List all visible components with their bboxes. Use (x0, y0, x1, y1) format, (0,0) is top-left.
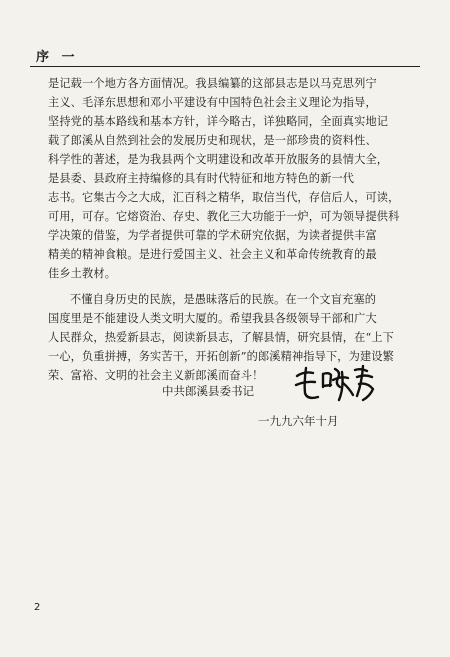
page-number: 2 (34, 602, 41, 613)
paragraph2-line: 荣、富裕、文明的社会主义新郎溪而奋斗！ (48, 369, 264, 382)
handwritten-signature (293, 362, 377, 412)
paragraph1-line: 科学性的著述，是为我县两个文明建设和改革开放服务的县情大全， (48, 153, 389, 166)
paragraph1-line: 可用，可存。它熔资治、存史、教化三大功能于一炉，可为领导提供科 (48, 210, 400, 223)
signature-date: 一九九六年十月 (258, 414, 339, 428)
paragraph1-line: 学决策的借鉴，为学者提供可靠的学术研究依据，为读者提供丰富 (48, 229, 377, 242)
paragraph2-line: 国度里是不能建设人类文明大厦的。希望我县各级领导干部和广大 (48, 312, 377, 325)
paragraph2-line: 一心，负重拼搏，务实苦干，开拓创新”的郎溪精神指导下，为建设繁 (48, 350, 394, 363)
paragraph1-line: 主义、毛泽东思想和邓小平建设有中国特色社会主义理论为指导， (48, 96, 377, 109)
header-divider (30, 66, 420, 67)
paragraph1-line: 坚持党的基本路线和基本方针，详今略古，详独略同，全面真实地记 (48, 115, 389, 128)
paragraph2-line: 人民群众，热爱新县志，阅读新县志，了解县情，研究县情，在“上下 (48, 331, 394, 344)
page-header-title: 序 一 (36, 50, 79, 65)
paragraph1-line: 载了郎溪从自然到社会的发展历史和现状，是一部珍贵的资料性、 (48, 134, 377, 147)
paragraph2-line: 不懂自身历史的民族，是愚昧落后的民族。在一个文盲充塞的 (70, 293, 377, 306)
paragraph1-line: 是县委、县政府主持编修的具有时代特征和地方特色的新一代 (48, 172, 355, 185)
paragraph1-line: 是记载一个地方各方面情况。我县编纂的这部县志是以马克思列宁 (48, 77, 377, 90)
paragraph1-line: 佳乡土教材。 (48, 267, 117, 280)
paragraph1-line: 志书。它集古今之大成，汇百科之精华，取信当代，存信后人，可读， (48, 191, 400, 204)
paragraph1-line: 精美的精神食粮。是进行爱国主义、社会主义和革命传统教育的最 (48, 248, 377, 261)
signer-title: 中共郎溪县委书记 (162, 384, 254, 398)
